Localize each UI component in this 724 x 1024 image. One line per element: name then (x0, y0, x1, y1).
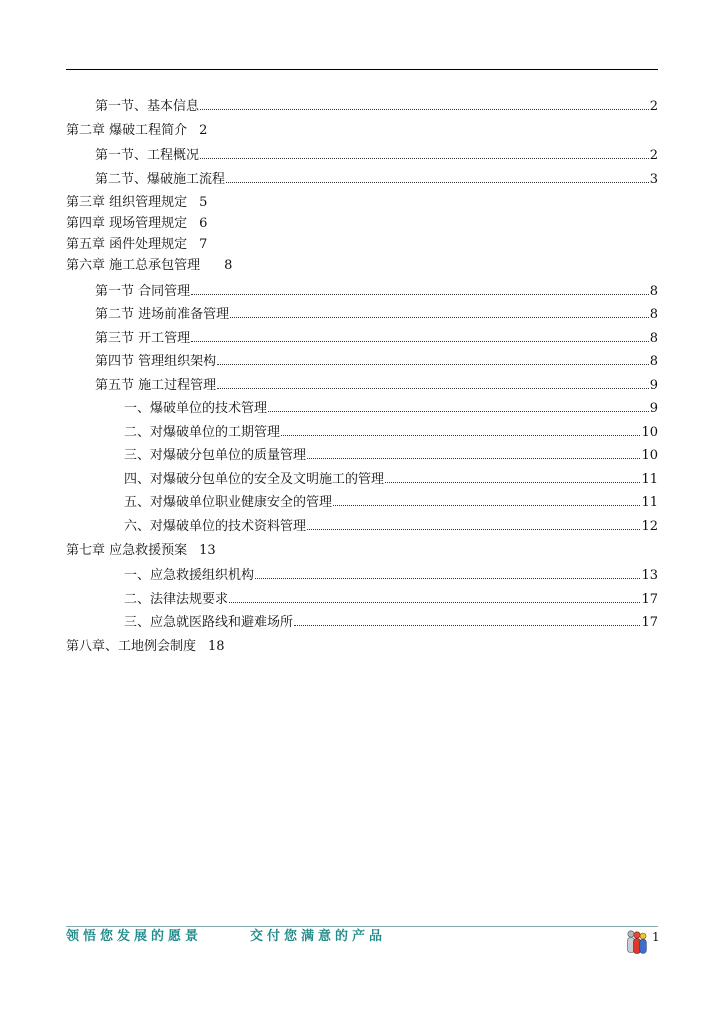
footer-rule (66, 926, 658, 927)
toc-entry[interactable] (124, 423, 658, 443)
toc-leader-dots (229, 602, 640, 603)
toc-entry-title: 三、应急就医路线和避难场所 (124, 615, 294, 630)
toc-entry[interactable] (95, 170, 658, 190)
toc-entry-title: 第五章 函件处理规定 (66, 237, 188, 252)
toc-entry-title: 二、对爆破单位的工期管理 (124, 425, 281, 440)
toc-entry-title: 一、应急救援组织机构 (124, 568, 255, 583)
toc-entry[interactable] (95, 97, 658, 117)
footer-slogan-left: 领悟您发展的愿景 (66, 929, 203, 944)
toc-entry[interactable] (124, 517, 658, 537)
toc-leader-dots (230, 317, 649, 318)
toc-leader-dots (307, 458, 640, 459)
toc-entry[interactable] (66, 256, 232, 276)
toc-entry[interactable] (66, 235, 207, 255)
toc-entry-page: 9 (649, 401, 658, 416)
toc-entry[interactable] (95, 146, 658, 166)
toc-entry-title: 第三节 开工管理 (95, 331, 191, 346)
toc-entry-title: 第二章 爆破工程简介 (66, 123, 188, 138)
toc-entry-page: 2 (199, 123, 208, 138)
toc-entry-title: 第二节、爆破施工流程 (95, 172, 226, 187)
page-number: 1 (652, 930, 660, 944)
toc-entry-page: 17 (641, 615, 658, 630)
toc-leader-dots (191, 341, 649, 342)
toc-entry-title: 五、对爆破单位职业健康安全的管理 (124, 495, 333, 510)
toc-entry-title: 第一节 合同管理 (95, 284, 191, 299)
toc-entry[interactable] (95, 376, 658, 396)
toc-entry-title: 第六章 施工总承包管理 (66, 258, 201, 273)
toc-entry-page: 8 (649, 284, 658, 299)
toc-entry[interactable] (95, 352, 658, 372)
toc-entry-page: 8 (649, 331, 658, 346)
toc-entry-title: 第一节、基本信息 (95, 99, 200, 114)
toc-entry-title: 二、法律法规要求 (124, 592, 229, 607)
toc-entry-title: 第四章 现场管理规定 (66, 216, 188, 231)
toc-entry-title: 第一节、工程概况 (95, 148, 200, 163)
toc-entry-page: 8 (649, 307, 658, 322)
toc-leader-dots (281, 435, 640, 436)
toc-entry-title: 第二节 进场前准备管理 (95, 307, 230, 322)
toc-leader-dots (226, 182, 649, 183)
toc-entry[interactable] (95, 282, 658, 302)
toc-entry[interactable] (66, 121, 207, 141)
toc-entry-title: 第七章 应急救援预案 (66, 543, 188, 558)
toc-entry-title: 三、对爆破分包单位的质量管理 (124, 448, 307, 463)
toc-entry-page: 17 (641, 592, 658, 607)
toc-entry-page: 5 (199, 195, 208, 210)
toc-entry[interactable] (124, 566, 658, 586)
toc-entry[interactable] (124, 446, 658, 466)
toc-leader-dots (200, 109, 649, 110)
toc-leader-dots (191, 294, 649, 295)
toc-entry-page: 2 (649, 99, 658, 114)
toc-entry-page: 13 (199, 543, 216, 558)
toc-entry-title: 一、爆破单位的技术管理 (124, 401, 268, 416)
toc-leader-dots (217, 364, 649, 365)
toc-entry[interactable] (124, 613, 658, 633)
toc-entry-title: 六、对爆破单位的技术资料管理 (124, 519, 307, 534)
toc-entry-title: 第八章、工地例会制度 (66, 639, 197, 654)
people-logo-icon (622, 928, 650, 956)
toc-entry-page: 7 (199, 237, 208, 252)
header-rule (66, 69, 658, 70)
toc-entry[interactable] (95, 329, 658, 349)
toc-entry-page: 11 (641, 472, 658, 487)
toc-entry-title: 第四节 管理组织架构 (95, 354, 217, 369)
toc-leader-dots (255, 578, 640, 579)
toc-entry[interactable] (66, 193, 207, 213)
toc-entry-page: 10 (641, 448, 658, 463)
toc-entry[interactable] (124, 590, 658, 610)
footer-slogan-right: 交付您满意的产品 (250, 929, 387, 944)
toc-entry[interactable] (124, 493, 658, 513)
toc-entry-page: 8 (224, 258, 233, 273)
toc-entry-page: 8 (649, 354, 658, 369)
toc-entry-page: 11 (641, 495, 658, 510)
toc-leader-dots (385, 482, 640, 483)
toc-entry-page: 12 (641, 519, 658, 534)
toc-leader-dots (307, 529, 640, 530)
toc-entry-page: 2 (649, 148, 658, 163)
toc-entry-title: 第三章 组织管理规定 (66, 195, 188, 210)
toc-entry-title: 四、对爆破分包单位的安全及文明施工的管理 (124, 472, 385, 487)
toc-leader-dots (200, 158, 649, 159)
toc-entry[interactable] (66, 214, 207, 234)
toc-leader-dots (333, 505, 640, 506)
toc-entry-page: 13 (641, 568, 658, 583)
toc-entry-page: 9 (649, 378, 658, 393)
toc-entry-page: 3 (649, 172, 658, 187)
toc-entry-title: 第五节 施工过程管理 (95, 378, 217, 393)
toc-leader-dots (294, 625, 640, 626)
toc-entry[interactable] (66, 637, 225, 657)
toc-entry[interactable] (124, 470, 658, 490)
toc-leader-dots (268, 411, 649, 412)
toc-entry[interactable] (124, 399, 658, 419)
toc-entry[interactable] (95, 305, 658, 325)
toc-leader-dots (217, 388, 649, 389)
toc-entry-page: 10 (641, 425, 658, 440)
toc-entry-page: 6 (199, 216, 208, 231)
toc-entry-page: 18 (208, 639, 225, 654)
toc-entry[interactable] (66, 541, 216, 561)
